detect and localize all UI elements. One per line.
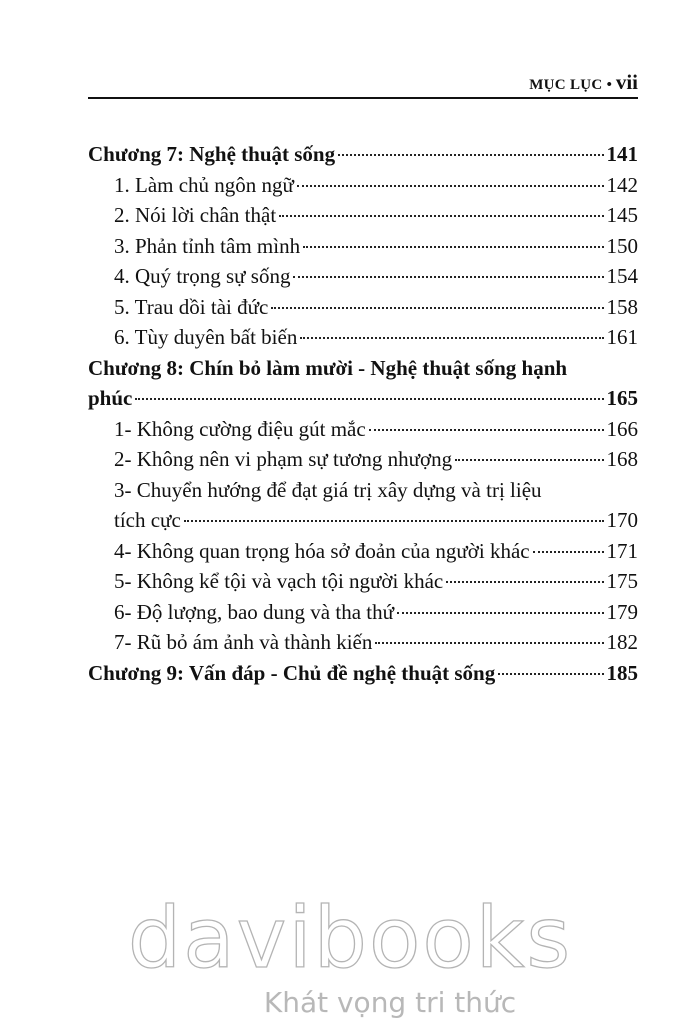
toc-entry-label: Chương 9: Vấn đáp - Chủ đề nghệ thuật sống xyxy=(88,660,496,685)
dot-leader xyxy=(279,215,603,217)
toc-entry[interactable] xyxy=(88,231,638,262)
running-header xyxy=(88,70,638,96)
toc-chapter-7[interactable] xyxy=(88,139,638,170)
toc-entry-page: 141 xyxy=(606,142,638,166)
toc-entry[interactable] xyxy=(88,536,638,567)
toc-entry-page: 166 xyxy=(606,416,638,441)
header-page-number: vii xyxy=(615,70,638,94)
toc-entry-page: 142 xyxy=(606,172,638,197)
toc-entry-page: 165 xyxy=(606,386,638,410)
table-of-contents xyxy=(88,139,638,688)
toc-chapter-9[interactable] xyxy=(88,658,638,689)
toc-entry-label: 6- Độ lượng, bao dung và tha thứ xyxy=(114,599,394,624)
toc-entry[interactable] xyxy=(88,292,638,323)
toc-entry-page: 185 xyxy=(606,660,638,685)
toc-entry[interactable] xyxy=(88,566,638,597)
header-title: MỤC LỤC xyxy=(529,77,603,93)
watermark-brand: davibooks xyxy=(127,889,573,987)
toc-entry-label-line2: tích cực xyxy=(114,508,181,532)
toc-entry-page: 171 xyxy=(606,538,638,563)
toc-entry-label: 7- Rũ bỏ ám ảnh và thành kiến xyxy=(114,630,373,654)
toc-entry-continuation xyxy=(88,505,638,536)
toc-entry-page: 179 xyxy=(606,599,638,624)
watermark-slogan: Khát vọng tri thức xyxy=(263,986,517,1019)
toc-entry-label: 6. Tùy duyên bất biến xyxy=(114,325,298,349)
toc-entry-label: 2. Nói lời chân thật xyxy=(114,203,277,227)
toc-entry[interactable] xyxy=(88,627,638,658)
toc-entry-page: 182 xyxy=(606,630,638,654)
toc-entry[interactable] xyxy=(88,261,638,292)
dot-leader xyxy=(297,185,604,187)
toc-entry[interactable] xyxy=(88,475,638,536)
toc-entry-label: Chương 7: Nghệ thuật sống xyxy=(88,142,336,166)
header-rule xyxy=(88,97,638,99)
dot-leader xyxy=(397,612,604,614)
toc-entry-page: 145 xyxy=(606,203,638,227)
toc-entry[interactable] xyxy=(88,597,638,628)
toc-entry-label: 5. Trau dồi tài đức xyxy=(114,294,269,319)
toc-entry-label: 5- Không kể tội và vạch tội người khác xyxy=(114,569,444,593)
dot-leader xyxy=(338,154,603,156)
toc-entry-label-line1: 3- Chuyển hướng để đạt giá trị xây dựng và trị liệu xyxy=(114,477,542,502)
toc-entry-label: 1- Không cường điệu gút mắc xyxy=(114,416,366,441)
toc-entry-page: 158 xyxy=(606,294,638,319)
toc-entry[interactable] xyxy=(88,322,638,353)
toc-entry[interactable] xyxy=(88,200,638,231)
toc-entry-label: 1. Làm chủ ngôn ngữ xyxy=(114,172,294,197)
toc-entry-page: 161 xyxy=(606,325,638,349)
toc-entry[interactable] xyxy=(88,444,638,475)
dot-leader xyxy=(533,551,604,553)
header-bullet: • xyxy=(606,77,612,93)
dot-leader xyxy=(498,673,603,675)
toc-entry-page: 150 xyxy=(606,233,638,258)
dot-leader xyxy=(300,337,603,339)
toc-entry-page: 168 xyxy=(606,447,638,471)
dot-leader xyxy=(375,642,603,644)
toc-entry[interactable] xyxy=(88,170,638,201)
toc-entry[interactable] xyxy=(88,414,638,445)
dot-leader xyxy=(135,398,603,400)
toc-entry-page: 154 xyxy=(606,264,638,288)
toc-entry-label-line2: phúc xyxy=(88,386,133,410)
dot-leader xyxy=(303,246,603,248)
toc-chapter-8[interactable] xyxy=(88,353,638,414)
toc-entry-continuation xyxy=(88,383,638,414)
dot-leader xyxy=(446,581,603,583)
dot-leader xyxy=(293,276,603,278)
dot-leader xyxy=(184,520,604,522)
dot-leader xyxy=(271,307,603,309)
dot-leader xyxy=(369,429,604,431)
toc-entry-label: 4. Quý trọng sự sống xyxy=(114,264,291,288)
toc-entry-label-line1: Chương 8: Chín bỏ làm mười - Nghệ thuật sống hạnh xyxy=(88,355,568,380)
toc-entry-page: 170 xyxy=(606,508,638,532)
toc-entry-label: 3. Phản tỉnh tâm mình xyxy=(114,233,301,258)
toc-entry-label: 4- Không quan trọng hóa sở đoản của người khác xyxy=(114,538,530,563)
toc-entry-label: 2- Không nên vi phạm sự tương nhượng xyxy=(114,447,453,471)
dot-leader xyxy=(455,459,603,461)
toc-entry-page: 175 xyxy=(606,569,638,593)
